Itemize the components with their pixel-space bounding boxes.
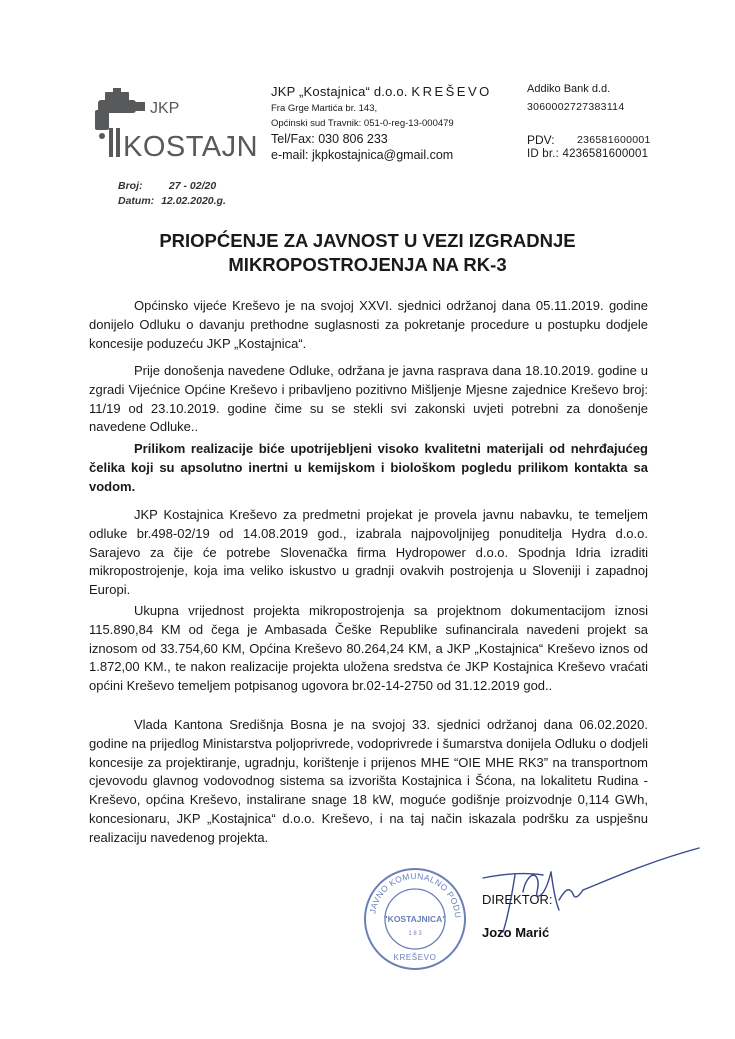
company-logo (93, 86, 258, 164)
stamp-ring-text: JAVNO KOMUNALNO PODU (367, 870, 464, 919)
bank-name: Addiko Bank d.d. (527, 83, 611, 95)
svg-text:JAVNO KOMUNALNO PODUZEĆE (363, 867, 463, 919)
paragraph-5: Ukupna vrijednost projekta mikropostrojenja sa projektnom dokumentacijom iznosi 115.890,84 KM od čega je Ambasada Češke Republike sufinancirala navedeni projekt sa iznosom od 33.754,60 KM, Općina Kreševo 80.264,24 KM, a JKP „Kostajnica“ Kreševo iznos od 1.872,00 KM., te nakon realizacije projekta uložena sredstva će JKP Kostajnica Kreševo vraćati općini Kreševo temeljem potpisanog ugovora br.02-14-2750 od 31.12.2019 god.. (89, 603, 648, 694)
court-registration: Općinski sud Travnik: 051-0-reg-13-000479 (271, 118, 454, 129)
director-name: Jozo Marić (482, 925, 550, 940)
stamp-bottom-text: KREŠEVO (393, 953, 437, 962)
company-place: KREŠEVO (411, 84, 492, 99)
paragraph-2: Prije donošenja navedene Odluke, održana je javna rasprava dana 18.10.2019. godine u zgradi Vijećnice Općine Kreševo i pribavljeno pozitivno Mišljenje Mjesne zajednice Kreševo broj: 11/19 od 23.10.2019. godine čime su se stekli svi zakonski uvjeti potrebni za donošenje navedene Odluke.. (89, 363, 648, 435)
reference-number (118, 180, 216, 192)
reference-date-value: 12.02.2020.g. (161, 195, 226, 207)
official-stamp (363, 867, 467, 971)
paragraph-3-bold: Prilikom realizacije biće upotrijebljeni visoko kvalitetni materijali od nehrđajućeg čelika koji su apsolutno inertni u kemijskom i biološkom pogledu prilikom kontakta sa vodom. (89, 441, 648, 494)
paragraph-6: Vlada Kantona Središnja Bosna je na svojoj 33. sjednici održanoj dana 06.02.2020. godine na prijedlog Ministarstva poljoprivrede, vodoprivrede i šumarstva donijela Odluku o dodjeli koncesije za projektiranje, ugradnju, korištenje i prijenos MHE “OIE MHE RK3” na transportnom cjevovodu glavnog vodovodnog sistema sa izvorišta Kostajnica i Šćona, na lokalitetu Rudina - Kreševo, općina Kreševo, instalirane snage 18 kW, moguće godišnje proizvodnje 0,114 GWh, koncesionaru, JKP „Kostajnica“ d.o.o. Kreševo, i na taj način iskazala podršku za uspješnu realizaciju navedenog projekta. (89, 717, 648, 845)
id-number: ID br.: 4236581600001 (527, 148, 649, 160)
stamp-center-text: "KOSTAJNICA" (383, 914, 447, 924)
logo-main-text: KOSTAJN (123, 131, 258, 163)
paragraph-4: JKP Kostajnica Kreševo za predmetni projekat je provela javnu nabavku, te temeljem odluke br.498-02/19 od 14.08.2019 god., izabrala najpovoljnijeg ponuditelja Hydra d.o.o. Sarajevo za čije će potrebe Slovenačka firma Hydropower d.o.o. Spodnja Idria izraditi mikropostrojenje, koja ima veliko iskustvo u gradnji ovakvih postrojenja u Sloveniji i zapadnoj Europi. (89, 507, 648, 598)
reference-date-label: Datum: (118, 195, 155, 207)
stamp-number: 1 8 3 (408, 931, 422, 937)
reference-number-value: 27 - 02/20 (168, 180, 217, 192)
pdv-value: 236581600001 (577, 134, 651, 146)
handwritten-signature (463, 820, 708, 940)
title-line-2: MIKROPOSTROJENJA NA RK-3 (228, 254, 507, 275)
bank-account: 3060002727383114 (527, 101, 625, 113)
telfax: Tel/Fax: 030 806 233 (271, 132, 388, 146)
reference-number-label: Broj: (118, 180, 143, 192)
title-line-1: PRIOPĆENJE ZA JAVNOST U VEZI IZGRADNJE (159, 230, 576, 251)
pdv-label: PDV: (527, 133, 555, 147)
logo-small-text: JKP (150, 100, 180, 117)
company-address: Fra Grge Martića br. 143, (271, 103, 378, 114)
document-title (100, 229, 635, 277)
email: e-mail: jkpkostajnica@gmail.com (271, 148, 454, 162)
director-label: DIREKTOR: (482, 892, 553, 907)
company-prefix: JKP „Kostajnica“ d.o.o. (271, 84, 408, 99)
company-name (271, 84, 492, 99)
paragraph-1: Općinsko vijeće Kreševo je na svojoj XXVI. sjednici održanoj dana 05.11.2019. godine donijelo Odluku o davanju prethodne suglasnosti za pokretanje procedure u postupku dodjele koncesije poduzeću JKP „Kostajnica“. (89, 298, 648, 351)
reference-date (118, 195, 226, 207)
